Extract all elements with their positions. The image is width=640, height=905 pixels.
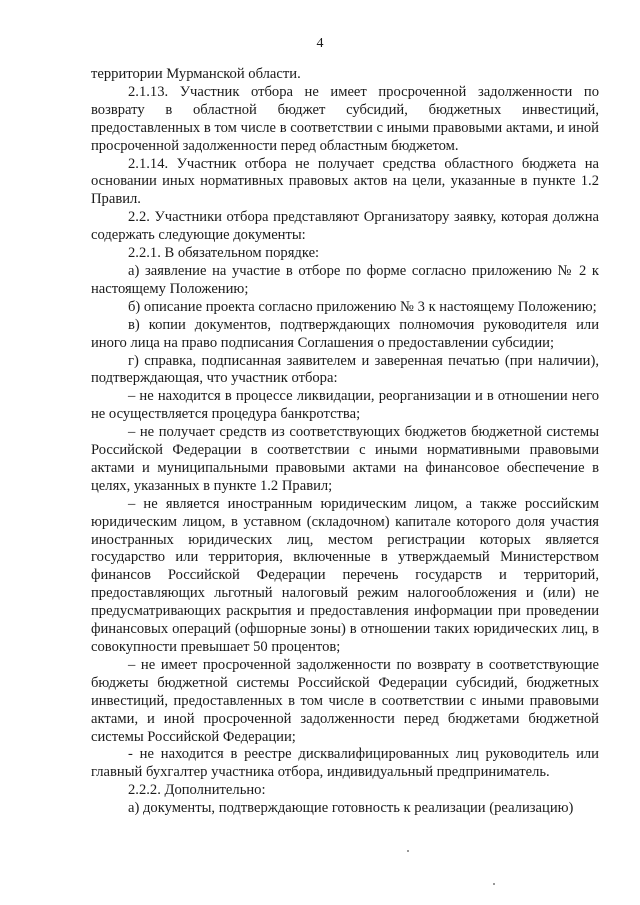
list-item-v: в) копии документов, подтверждающих полномочия руководителя или иного лица на право подписания Соглашения о предоставлении субсидии; bbox=[91, 316, 599, 351]
paragraph-2-2: 2.2. Участники отбора представляют Организатору заявку, которая должна содержать следующие документы: bbox=[91, 209, 599, 244]
paragraph-2-1-14: 2.1.14. Участник отбора не получает средства областного бюджета на основании иных нормативных правовых актов на цели, указанные в пункте 1.2 Правил. bbox=[91, 155, 599, 208]
condition-item-4: – не имеет просроченной задолженности по возврату в соответствующие бюджеты бюджетной системы Российской Федерации субсидий, бюджетных инвестиций, предоставленных в том числе в соответствии с иными правовыми актами, и иной просроченной задолженности перед бюджетами бюджетной системы Российской Федерации; bbox=[91, 656, 599, 745]
paragraph-2-2-2: 2.2.2. Дополнительно: bbox=[128, 782, 266, 799]
condition-item-1: – не находится в процессе ликвидации, реорганизации и в отношении него не осуществляется процедура банкротства; bbox=[91, 388, 599, 423]
list-item-g: г) справка, подписанная заявителем и заверенная печатью (при наличии), подтверждающая, что участник отбора: bbox=[91, 352, 599, 387]
condition-item-2: – не получает средств из соответствующих бюджетов бюджетной системы Российской Федерации в соответствии с иными нормативными правовыми актами и муниципальными правовыми актами на финансовое обеспечение в целях, указанных в пункте 1.2 Правил; bbox=[91, 424, 599, 494]
page-number: 4 bbox=[316, 36, 324, 51]
list-item-a: а) заявление на участие в отборе по форме согласно приложению № 2 к настоящему Положению; bbox=[91, 262, 599, 297]
paragraph-continuation: территории Мурманской области. bbox=[91, 66, 301, 82]
list-item-a-additional: а) документы, подтверждающие готовность к реализации (реализацию) bbox=[128, 800, 574, 817]
condition-item-3: – не является иностранным юридическим лицом, а также российским юридическим лицом, в уставном (складочном) капитале которого доля участия иностранных юридических лиц, местом регистрации которых является государство или территория, включенные в утверждаемый Министерством финансов Российской Федерации перечень государств и территорий, предоставляющих льготный налоговый режим налогообложения и (или) не предусматривающих раскрытия и предоставления информации при проведении финансовых операций (офшорные зоны) в отношении таких юридических лиц, в совокупности превышает 50 процентов; bbox=[91, 495, 599, 655]
paragraph-2-1-13: 2.1.13. Участник отбора не имеет просроченной задолженности по возврату в областной бюджет субсидий, бюджетных инвестиций, предоставленных в том числе в соответствии с иными правовыми актами, и иной просроченной задолженности перед областным бюджетом. bbox=[91, 83, 599, 154]
scan-speck bbox=[407, 850, 409, 852]
scan-speck bbox=[493, 883, 495, 885]
paragraph-2-2-1: 2.2.1. В обязательном порядке: bbox=[128, 245, 320, 262]
list-item-b: б) описание проекта согласно приложению № 3 к настоящему Положению; bbox=[128, 298, 597, 315]
condition-item-5: - не находится в реестре дисквалифицированных лиц руководитель или главный бухгалтер участника отбора, индивидуальный предприниматель. bbox=[91, 746, 599, 781]
document-body bbox=[91, 66, 599, 818]
